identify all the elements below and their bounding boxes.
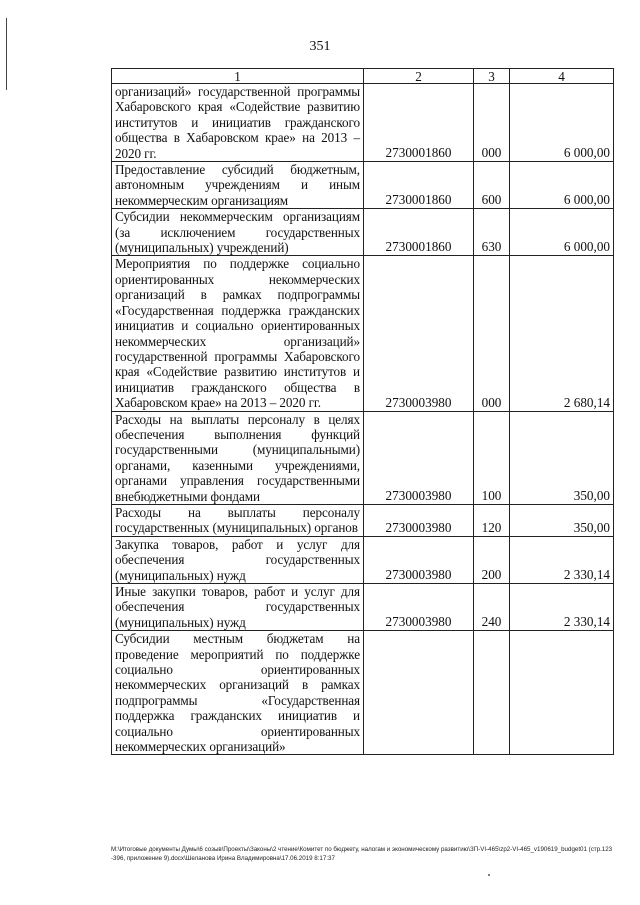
- row-target-code: 2730003980: [364, 536, 474, 583]
- budget-table: [111, 68, 614, 755]
- table-row: [112, 209, 614, 256]
- row-amount: 6 000,00: [510, 209, 614, 256]
- header-col-4: 4: [510, 69, 614, 84]
- row-expense-type: 120: [474, 504, 510, 536]
- row-amount: 2 330,14: [510, 536, 614, 583]
- table-row: [112, 504, 614, 536]
- row-amount: 2 330,14: [510, 584, 614, 631]
- row-amount: 6 000,00: [510, 162, 614, 209]
- table-row: [112, 84, 614, 162]
- row-target-code: 2730003980: [364, 584, 474, 631]
- row-target-code: 2730003980: [364, 411, 474, 504]
- header-col-1: 1: [112, 69, 364, 84]
- row-target-code: 2730001860: [364, 209, 474, 256]
- row-amount: 2 680,14: [510, 256, 614, 411]
- row-amount: 350,00: [510, 504, 614, 536]
- row-amount: [510, 631, 614, 755]
- header-col-2: 2: [364, 69, 474, 84]
- row-target-code: 2730003980: [364, 504, 474, 536]
- row-expense-type: [474, 631, 510, 755]
- row-target-code: 2730003980: [364, 256, 474, 411]
- table-row: [112, 631, 614, 755]
- row-target-code: 2730001860: [364, 162, 474, 209]
- table-row: [112, 162, 614, 209]
- row-description: Закупка товаров, работ и услуг для обеспечения государственных (муниципальных) нужд: [115, 536, 360, 583]
- row-description: Расходы на выплаты персоналу государственных (муниципальных) органов: [115, 504, 360, 536]
- row-expense-type: 200: [474, 536, 510, 583]
- row-amount: 6 000,00: [510, 84, 614, 162]
- row-expense-type: 240: [474, 584, 510, 631]
- file-path-footer: M:\Итоговые документы Думы\6 созыв\Проекты\Законы\2 чтение\Комитет по бюджету, налогам и экономическому развитию\ЗП-VI-465\zp2-VI-465_v190619_budget01 (стр.123-396, приложение 9).docx\Шеланова Ирина Владимировна\17.06.2019 8:17:37: [111, 846, 613, 862]
- row-description: Субсидии некоммерческим организациям (за исключением государственных (муниципальных) учреждений): [115, 209, 360, 256]
- row-expense-type: 000: [474, 256, 510, 411]
- scan-dot: [488, 874, 490, 876]
- row-expense-type: 630: [474, 209, 510, 256]
- table-row: [112, 256, 614, 411]
- page-number: 351: [309, 39, 331, 54]
- row-description: Предоставление субсидий бюджетным, автономным учреждениям и иным некоммерческим организациям: [115, 162, 360, 208]
- row-description: Мероприятия по поддержке социально ориентированных некоммерческих организаций в рамках подпрограммы «Государственная поддержка гражданских инициатив и социально ориентированных некоммерческих организаций» государственной программы Хабаровского края «Содействие развитию институтов и инициатив гражданского общества в Хабаровском крае» на 2013 – 2020 гг.: [115, 256, 360, 411]
- row-description: Субсидии местным бюджетам на проведение мероприятий по поддержке социально ориентированных некоммерческих организаций в рамках подпрограммы «Государственная поддержка гражданских инициатив и социально ориентированных некоммерческих организаций»: [115, 631, 360, 755]
- row-expense-type: 000: [474, 84, 510, 162]
- table-row: [112, 536, 614, 583]
- row-description: Расходы на выплаты персоналу в целях обеспечения выполнения функций государственными (муниципальными) органами, казенными учреждениями, органами управления государственными внебюджетными фондами: [115, 411, 360, 504]
- table-header-row: [112, 69, 614, 84]
- row-amount: 350,00: [510, 411, 614, 504]
- table-row: [112, 584, 614, 631]
- row-description: Иные закупки товаров, работ и услуг для обеспечения государственных (муниципальных) нужд: [115, 584, 360, 630]
- row-expense-type: 100: [474, 411, 510, 504]
- header-col-3: 3: [474, 69, 510, 84]
- table-row: [112, 411, 614, 504]
- row-description: организаций» государственной программы Хабаровского края «Содействие развитию институтов и инициатив гражданского общества в Хабаровском крае» на 2013 – 2020 гг.: [115, 84, 360, 161]
- row-target-code: 2730001860: [364, 84, 474, 162]
- row-expense-type: 600: [474, 162, 510, 209]
- row-target-code: [364, 631, 474, 755]
